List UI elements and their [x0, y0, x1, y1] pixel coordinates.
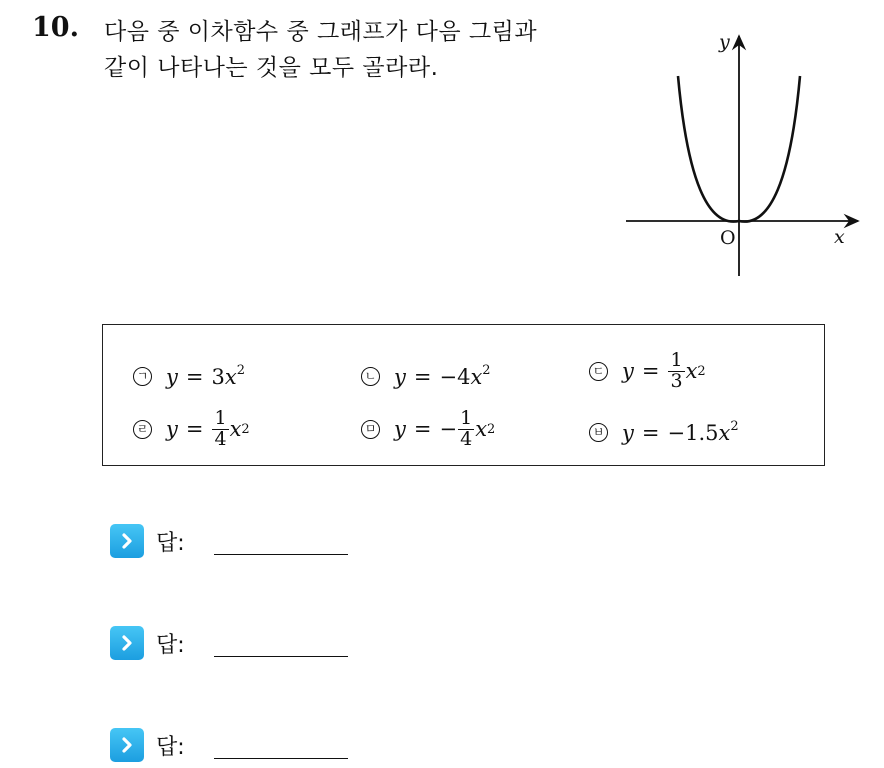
question-text: [104, 14, 537, 86]
chevron-right-icon: [110, 728, 144, 762]
y-axis-label: y: [719, 31, 730, 53]
chevron-right-icon: [110, 626, 144, 660]
answer-label: 답:: [156, 632, 185, 658]
answer-label: 답:: [156, 530, 185, 556]
choice-6: [589, 419, 739, 445]
choices-box: [102, 324, 825, 466]
answer-row-2: [110, 626, 185, 660]
choice-marker: ㄴ: [361, 367, 380, 386]
question-line-2: 같이 나타나는 것을 모두 골라라.: [104, 55, 439, 81]
choice-1: [133, 363, 245, 389]
x-axis-label: x: [834, 226, 845, 248]
choice-3: [589, 351, 706, 392]
choice-expr: y = − $\frac{1}{4}$ x 2: [394, 407, 496, 450]
question-number: 10.: [32, 12, 79, 43]
answer-label: 답:: [156, 734, 185, 760]
choice-expr: y = $\frac{1}{4}$ x 2: [166, 407, 250, 450]
choice-marker: ㄷ: [589, 362, 608, 381]
chevron-right-icon: [110, 524, 144, 558]
choice-4: [133, 409, 250, 450]
choice-expr: y = $\frac{1}{3}$ x 2: [622, 349, 706, 392]
choice-marker: ㅁ: [361, 420, 380, 439]
choice-marker: ㄹ: [133, 420, 152, 439]
answer-blank[interactable]: [214, 656, 348, 657]
choice-5: [361, 409, 495, 450]
choice-2: [361, 363, 491, 389]
choice-expr: $y = -1.5x^2$: [622, 419, 739, 445]
choice-marker: ㄱ: [133, 367, 152, 386]
answer-row-1: [110, 524, 185, 558]
parabola-graph: [620, 28, 865, 278]
answer-row-3: [110, 728, 185, 762]
question-line-1: 다음 중 이차함수 중 그래프가 다음 그림과: [104, 19, 538, 45]
choice-expr: $y = -4x^2$: [394, 363, 491, 389]
answer-blank[interactable]: [214, 554, 348, 555]
answer-blank[interactable]: [214, 758, 348, 759]
choice-marker: ㅂ: [589, 423, 608, 442]
origin-label: O: [720, 227, 736, 249]
choice-expr: $y = 3x^2$: [166, 363, 245, 389]
